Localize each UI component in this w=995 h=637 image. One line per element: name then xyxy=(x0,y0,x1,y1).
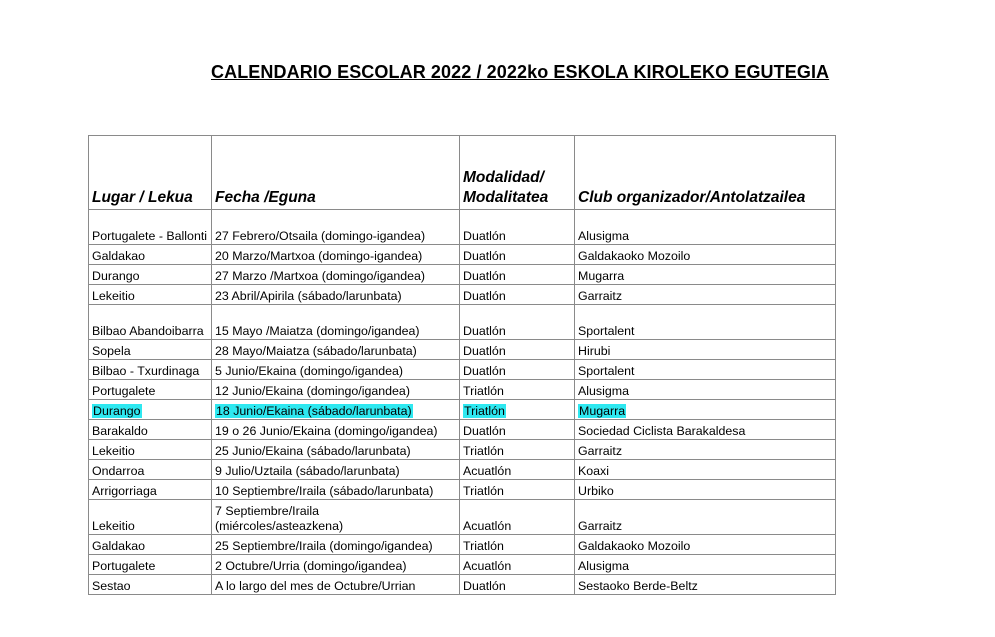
cell-lugar: Portugalete - Ballonti xyxy=(89,210,212,245)
cell-modalidad: Duatlón xyxy=(460,340,575,360)
cell-fecha: 9 Julio/Uztaila (sábado/larunbata) xyxy=(212,460,460,480)
table-row xyxy=(89,305,836,340)
table-row xyxy=(89,265,836,285)
cell-club: Garraitz xyxy=(575,440,836,460)
cell-lugar: Bilbao - Txurdinaga xyxy=(89,360,212,380)
cell-fecha: 27 Marzo /Martxoa (domingo/igandea) xyxy=(212,265,460,285)
cell-fecha: 27 Febrero/Otsaila (domingo-igandea) xyxy=(212,210,460,245)
cell-lugar: Portugalete xyxy=(89,380,212,400)
cell-modalidad: Duatlón xyxy=(460,575,575,595)
highlighted-text: Mugarra xyxy=(579,404,626,418)
table-row xyxy=(89,340,836,360)
cell-club: Galdakaoko Mozoilo xyxy=(575,535,836,555)
cell-lugar: Lekeitio xyxy=(89,440,212,460)
header-row xyxy=(89,136,836,210)
cell-fecha: 20 Marzo/Martxoa (domingo-igandea) xyxy=(212,245,460,265)
cell-lugar: Galdakao xyxy=(89,245,212,265)
table-row xyxy=(89,440,836,460)
cell-club: Sportalent xyxy=(575,360,836,380)
cell-club: Garraitz xyxy=(575,285,836,305)
cell-lugar: Durango xyxy=(89,265,212,285)
cell-club: Mugarra xyxy=(575,265,836,285)
cell-fecha: 28 Mayo/Maiatza (sábado/larunbata) xyxy=(212,340,460,360)
cell-club xyxy=(575,400,836,420)
cell-fecha: 25 Junio/Ekaina (sábado/larunbata) xyxy=(212,440,460,460)
cell-lugar: Lekeitio xyxy=(89,500,212,535)
cell-lugar: Arrigorriaga xyxy=(89,480,212,500)
cell-fecha: 15 Mayo /Maiatza (domingo/igandea) xyxy=(212,305,460,340)
cell-club: Alusigma xyxy=(575,210,836,245)
cell-club: Sociedad Ciclista Barakaldesa xyxy=(575,420,836,440)
cell-modalidad: Duatlón xyxy=(460,420,575,440)
cell-modalidad: Duatlón xyxy=(460,305,575,340)
cell-club: Sportalent xyxy=(575,305,836,340)
cell-modalidad: Triatlón xyxy=(460,535,575,555)
cell-modalidad: Duatlón xyxy=(460,210,575,245)
cell-fecha: 10 Septiembre/Iraila (sábado/larunbata) xyxy=(212,480,460,500)
table-row xyxy=(89,500,836,535)
table-row xyxy=(89,480,836,500)
cell-modalidad: Duatlón xyxy=(460,245,575,265)
cell-fecha: A lo largo del mes de Octubre/Urrian xyxy=(212,575,460,595)
table-row xyxy=(89,460,836,480)
cell-modalidad: Triatlón xyxy=(460,380,575,400)
cell-fecha: 5 Junio/Ekaina (domingo/igandea) xyxy=(212,360,460,380)
cell-fecha: 25 Septiembre/Iraila (domingo/igandea) xyxy=(212,535,460,555)
page-title: CALENDARIO ESCOLAR 2022 / 2022ko ESKOLA KIROLEKO EGUTEGIA xyxy=(211,62,830,82)
cell-lugar: Sestao xyxy=(89,575,212,595)
cell-club: Hirubi xyxy=(575,340,836,360)
cell-club: Galdakaoko Mozoilo xyxy=(575,245,836,265)
table-row xyxy=(89,285,836,305)
table-row xyxy=(89,420,836,440)
table-row xyxy=(89,210,836,245)
table-row-highlighted xyxy=(89,400,836,420)
cell-modalidad: Duatlón xyxy=(460,265,575,285)
cell-club: Sestaoko Berde-Beltz xyxy=(575,575,836,595)
cell-fecha: 7 Septiembre/Iraila (miércoles/asteazkena) xyxy=(212,500,460,535)
table-row xyxy=(89,360,836,380)
table-row xyxy=(89,245,836,265)
cell-lugar xyxy=(89,400,212,420)
cell-modalidad: Acuatlón xyxy=(460,460,575,480)
table-row xyxy=(89,555,836,575)
cell-modalidad: Acuatlón xyxy=(460,555,575,575)
cell-lugar: Bilbao Abandoibarra xyxy=(89,305,212,340)
highlighted-text: 18 Junio/Ekaina (sábado/larunbata) xyxy=(216,404,412,418)
table-row xyxy=(89,380,836,400)
cell-club: Koaxi xyxy=(575,460,836,480)
cell-fecha: 23 Abril/Apirila (sábado/larunbata) xyxy=(212,285,460,305)
highlighted-text: Durango xyxy=(93,404,141,418)
cell-lugar: Portugalete xyxy=(89,555,212,575)
cell-modalidad: Duatlón xyxy=(460,360,575,380)
cell-club: Alusigma xyxy=(575,380,836,400)
cell-lugar: Ondarroa xyxy=(89,460,212,480)
table-row xyxy=(89,535,836,555)
cell-modalidad: Triatlón xyxy=(460,440,575,460)
cell-modalidad: Triatlón xyxy=(460,480,575,500)
cell-club: Alusigma xyxy=(575,555,836,575)
cell-lugar: Barakaldo xyxy=(89,420,212,440)
header-lugar: Lugar / Lekua xyxy=(89,136,212,210)
cell-lugar: Lekeitio xyxy=(89,285,212,305)
table-row xyxy=(89,575,836,595)
cell-fecha: 2 Octubre/Urria (domingo/igandea) xyxy=(212,555,460,575)
header-modalidad-line1: Modalidad/ xyxy=(463,169,544,186)
cell-modalidad: Duatlón xyxy=(460,285,575,305)
cell-club: Urbiko xyxy=(575,480,836,500)
header-modalidad xyxy=(460,136,575,210)
header-fecha: Fecha /Eguna xyxy=(212,136,460,210)
cell-fecha xyxy=(212,400,460,420)
header-modalidad-line2: Modalitatea xyxy=(463,189,549,206)
cell-club: Garraitz xyxy=(575,500,836,535)
cell-lugar: Sopela xyxy=(89,340,212,360)
cell-modalidad: Acuatlón xyxy=(460,500,575,535)
header-club: Club organizador/Antolatzailea xyxy=(575,136,836,210)
cell-modalidad xyxy=(460,400,575,420)
cell-fecha: 19 o 26 Junio/Ekaina (domingo/igandea) xyxy=(212,420,460,440)
highlighted-text: Triatlón xyxy=(464,404,505,418)
cell-fecha: 12 Junio/Ekaina (domingo/igandea) xyxy=(212,380,460,400)
cell-lugar: Galdakao xyxy=(89,535,212,555)
calendar-table xyxy=(88,135,836,595)
